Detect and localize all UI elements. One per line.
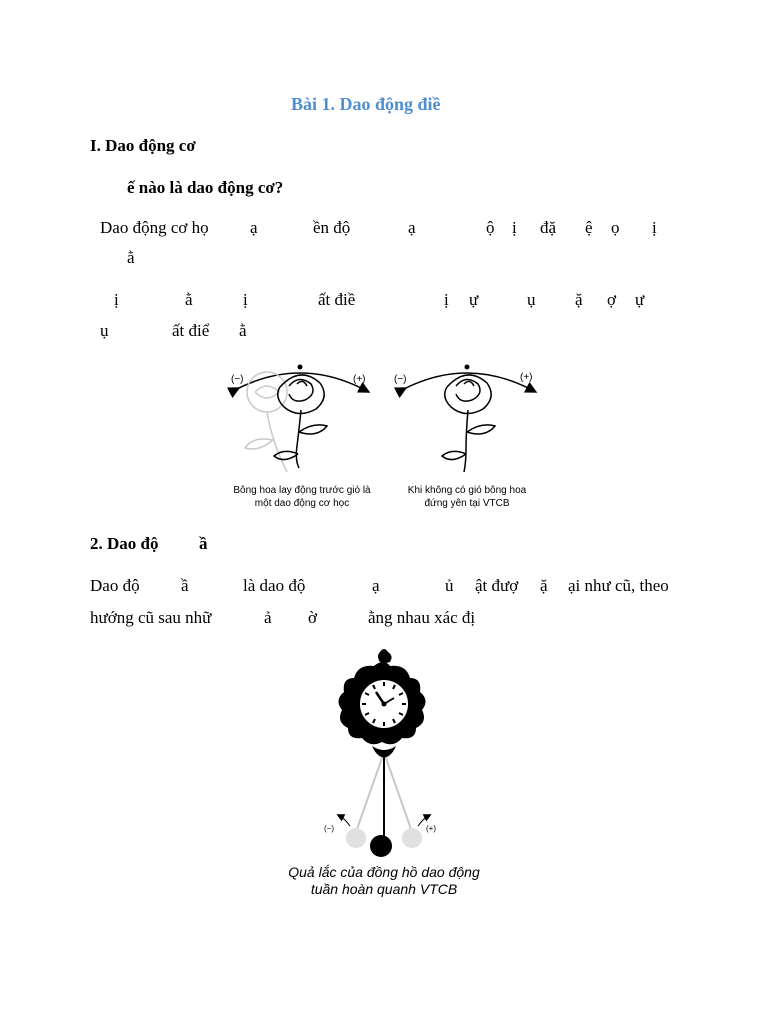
label-plus: (+) (353, 374, 366, 385)
para3-fragment: ật đượ (475, 576, 519, 595)
rose-illustration-left (225, 362, 375, 492)
para1-fragment: Dao động cơ họ (100, 218, 209, 237)
para2-fragment: ợ (607, 290, 616, 309)
para3-fragment: ủ (445, 576, 454, 595)
caption-left: Bông hoa lay động trước gió là một dao động cơ học (233, 485, 371, 509)
para2-fragment: ụ (100, 321, 109, 340)
para3-fragment: là dao độ (243, 576, 306, 595)
para3-fragment: ầ (181, 576, 189, 595)
para3-fragment: ả (264, 608, 272, 627)
caption-right: Khi không có gió bông hoa đứng yên tại VTCB (407, 485, 527, 509)
para3-fragment: ặ (540, 576, 548, 595)
label-minus: (−) (324, 824, 334, 833)
para1-fragment: ệ (585, 218, 593, 237)
rose-illustration-right (392, 362, 542, 492)
para2-fragment: ự (469, 290, 479, 309)
caption-pendulum: Quả lắc của đồng hồ dao động tuần hoàn quanh VTCB (288, 864, 480, 897)
para2-fragment: ị (444, 290, 449, 309)
section-2-heading-part: 2. Dao độ (90, 534, 159, 553)
para1-fragment: ị (512, 218, 517, 237)
subheading-what-is-oscillation: ế nào là dao động cơ? (127, 178, 284, 197)
para1-fragment: ọ (611, 218, 620, 237)
para3-fragment: ờ (308, 608, 317, 627)
para2-fragment: ị (243, 290, 248, 309)
para3-fragment: ằng nhau xác đị (368, 608, 476, 627)
para3-fragment: hướng cũ sau nhữ (90, 608, 212, 627)
label-plus: (+) (426, 824, 436, 833)
para2-fragment: ụ (527, 290, 536, 309)
pendulum-clock-illustration (314, 648, 454, 868)
section-2-heading-part: ầ (199, 534, 208, 553)
para3-fragment: ại như cũ, theo (568, 576, 669, 595)
para3-fragment: Dao độ (90, 576, 140, 595)
para1-fragment: ằ (127, 248, 135, 267)
lesson-title: Bài 1. Dao động điề (291, 94, 441, 114)
para2-fragment: ặ (575, 290, 583, 309)
para2-fragment: ất điề (318, 290, 356, 309)
para1-fragment: ị (652, 218, 657, 237)
para1-fragment: ạ (408, 218, 416, 237)
para2-fragment: ằ (239, 321, 247, 340)
para2-fragment: ằ (185, 290, 193, 309)
para2-fragment: ất điể (172, 321, 210, 340)
label-plus: (+) (520, 372, 533, 383)
label-minus: (−) (231, 374, 244, 385)
label-minus: (−) (394, 374, 407, 385)
para1-fragment: ền độ (313, 218, 351, 237)
para1-fragment: ạ (250, 218, 258, 237)
para2-fragment: ự (635, 290, 645, 309)
para1-fragment: ộ (486, 218, 495, 237)
para3-fragment: ạ (372, 576, 380, 595)
section-1-heading: I. Dao động cơ (90, 136, 196, 155)
para1-fragment: đặ (540, 218, 557, 237)
para2-fragment: ị (114, 290, 119, 309)
